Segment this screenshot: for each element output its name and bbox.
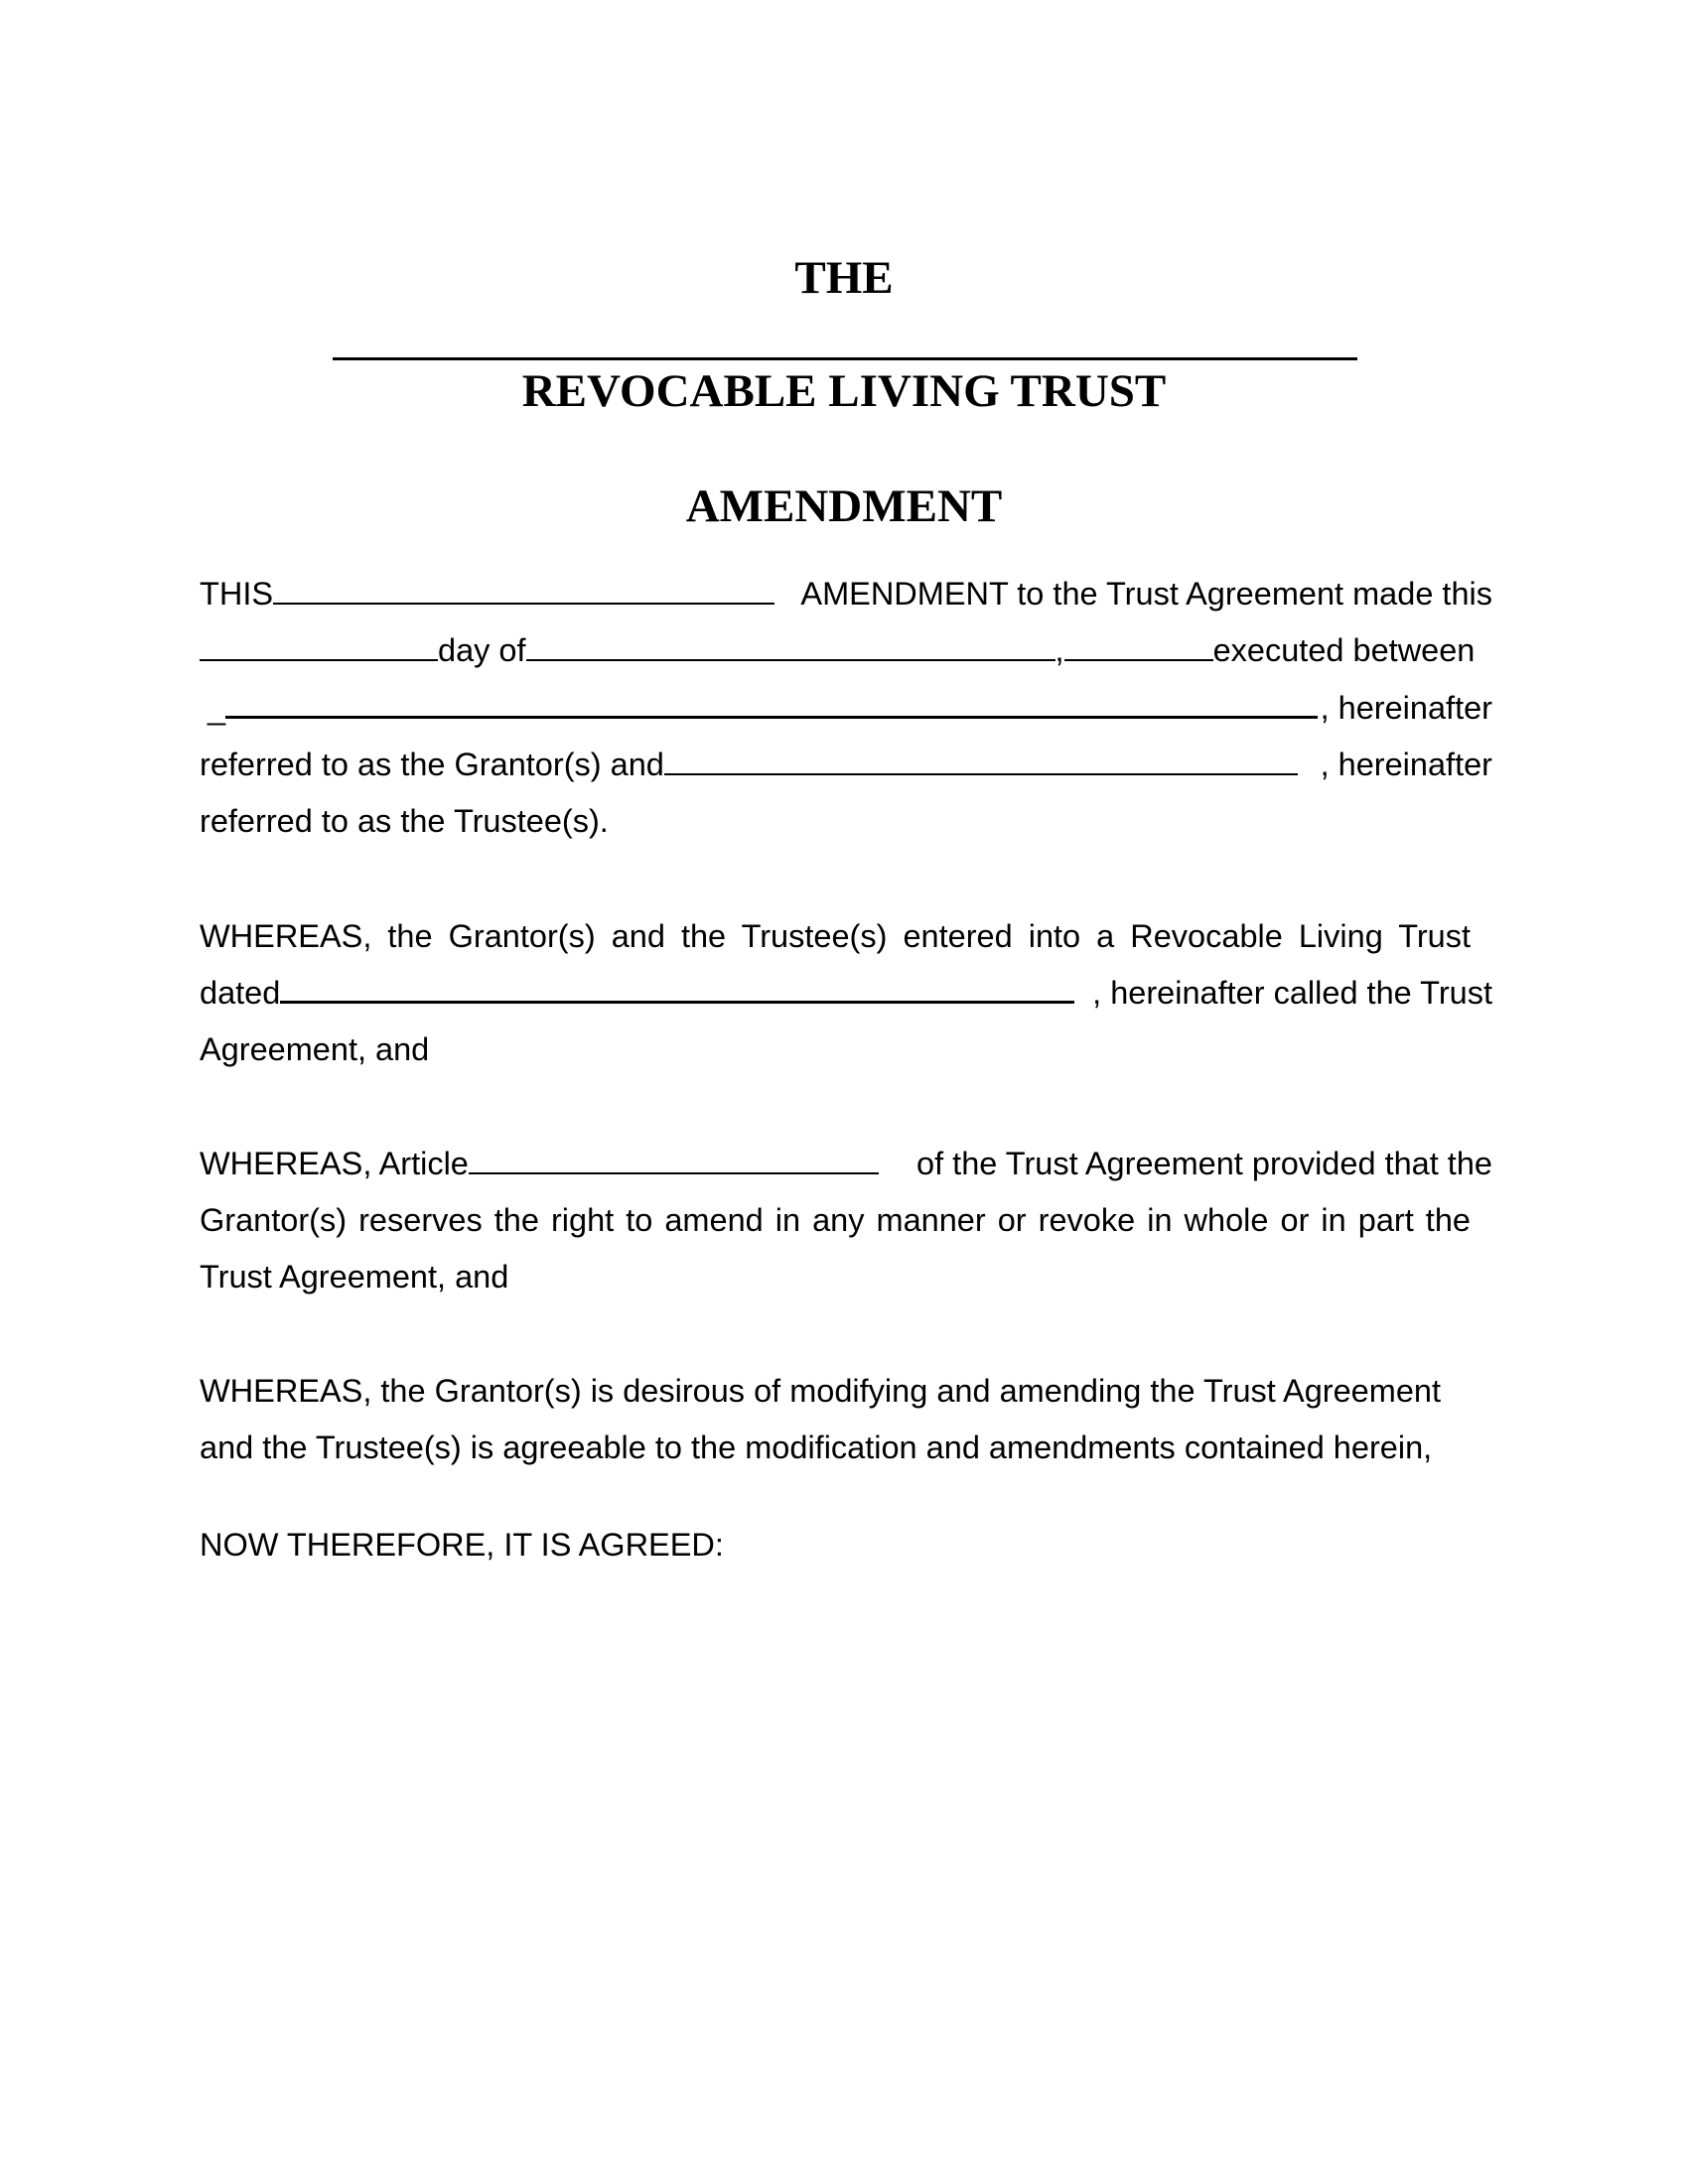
trustee-name-blank[interactable] bbox=[664, 773, 1298, 775]
para1-line3 bbox=[200, 680, 1492, 736]
agreement-and-text: Agreement, and bbox=[200, 1031, 430, 1067]
para4-line1 bbox=[200, 1363, 1492, 1419]
amendment-ordinal-blank[interactable] bbox=[273, 603, 774, 605]
lead-mark: _ bbox=[208, 690, 226, 726]
comma-text: , bbox=[1055, 632, 1064, 668]
para1-line2 bbox=[200, 622, 1492, 678]
article-number-blank[interactable] bbox=[469, 1172, 879, 1174]
dated-text: dated bbox=[200, 975, 281, 1011]
para4-line2 bbox=[200, 1420, 1492, 1475]
para2-line2 bbox=[200, 965, 1492, 1021]
para1-line4 bbox=[200, 737, 1492, 792]
month-blank[interactable] bbox=[526, 659, 1055, 661]
amendment-made-text: AMENDMENT to the Trust Agreement made this bbox=[800, 576, 1492, 612]
title-the: THE bbox=[794, 252, 894, 304]
para3-line1 bbox=[200, 1136, 1492, 1191]
para3-line2 bbox=[200, 1192, 1492, 1248]
hereinafter-called-text: , hereinafter called the Trust bbox=[1092, 975, 1492, 1011]
trust-name-blank[interactable] bbox=[333, 357, 1357, 360]
trustees-end-text: referred to as the Trustee(s). bbox=[200, 803, 609, 839]
trust-date-blank[interactable] bbox=[280, 1001, 1074, 1004]
para1-line1 bbox=[200, 566, 1492, 621]
para3-line3 bbox=[200, 1249, 1492, 1304]
of-trust-text: of the Trust Agreement provided that the bbox=[916, 1146, 1492, 1181]
year-blank[interactable] bbox=[1064, 659, 1213, 661]
grantor-name-blank[interactable] bbox=[225, 716, 1318, 719]
trust-agreement-and-text: Trust Agreement, and bbox=[200, 1259, 509, 1295]
hereinafter-text-2: , hereinafter bbox=[1320, 747, 1492, 782]
day-of-text: day of bbox=[438, 632, 526, 668]
now-therefore-text: NOW THEREFORE, IT IS AGREED: bbox=[200, 1527, 724, 1563]
day-blank[interactable] bbox=[200, 659, 438, 661]
para2-line3 bbox=[200, 1022, 1492, 1077]
grantors-and-text: referred to as the Grantor(s) and bbox=[200, 747, 664, 782]
executed-between-text: executed between bbox=[1212, 632, 1476, 668]
para5-line1 bbox=[200, 1517, 1492, 1572]
whereas-entered-text: WHEREAS, the Grantor(s) and the Trustee(s) entered into a Revocable Living Trust bbox=[200, 918, 1472, 954]
desirous-text: WHEREAS, the Grantor(s) is desirous of modifying and amending the Trust Agreement bbox=[200, 1373, 1442, 1409]
title-amendment: AMENDMENT bbox=[685, 480, 1003, 532]
hereinafter-text-1: , hereinafter bbox=[1320, 690, 1492, 726]
para1-line5 bbox=[200, 793, 1492, 849]
para2-line1 bbox=[200, 908, 1492, 964]
agreeable-text: and the Trustee(s) is agreeable to the modification and amendments contained herein, bbox=[200, 1430, 1433, 1465]
title-revocable-living-trust: REVOCABLE LIVING TRUST bbox=[521, 365, 1167, 417]
reserves-right-text: Grantor(s) reserves the right to amend in any manner or revoke in whole or in part the bbox=[200, 1202, 1471, 1238]
whereas-article-text: WHEREAS, Article bbox=[200, 1146, 469, 1181]
this-text: THIS bbox=[200, 576, 274, 612]
